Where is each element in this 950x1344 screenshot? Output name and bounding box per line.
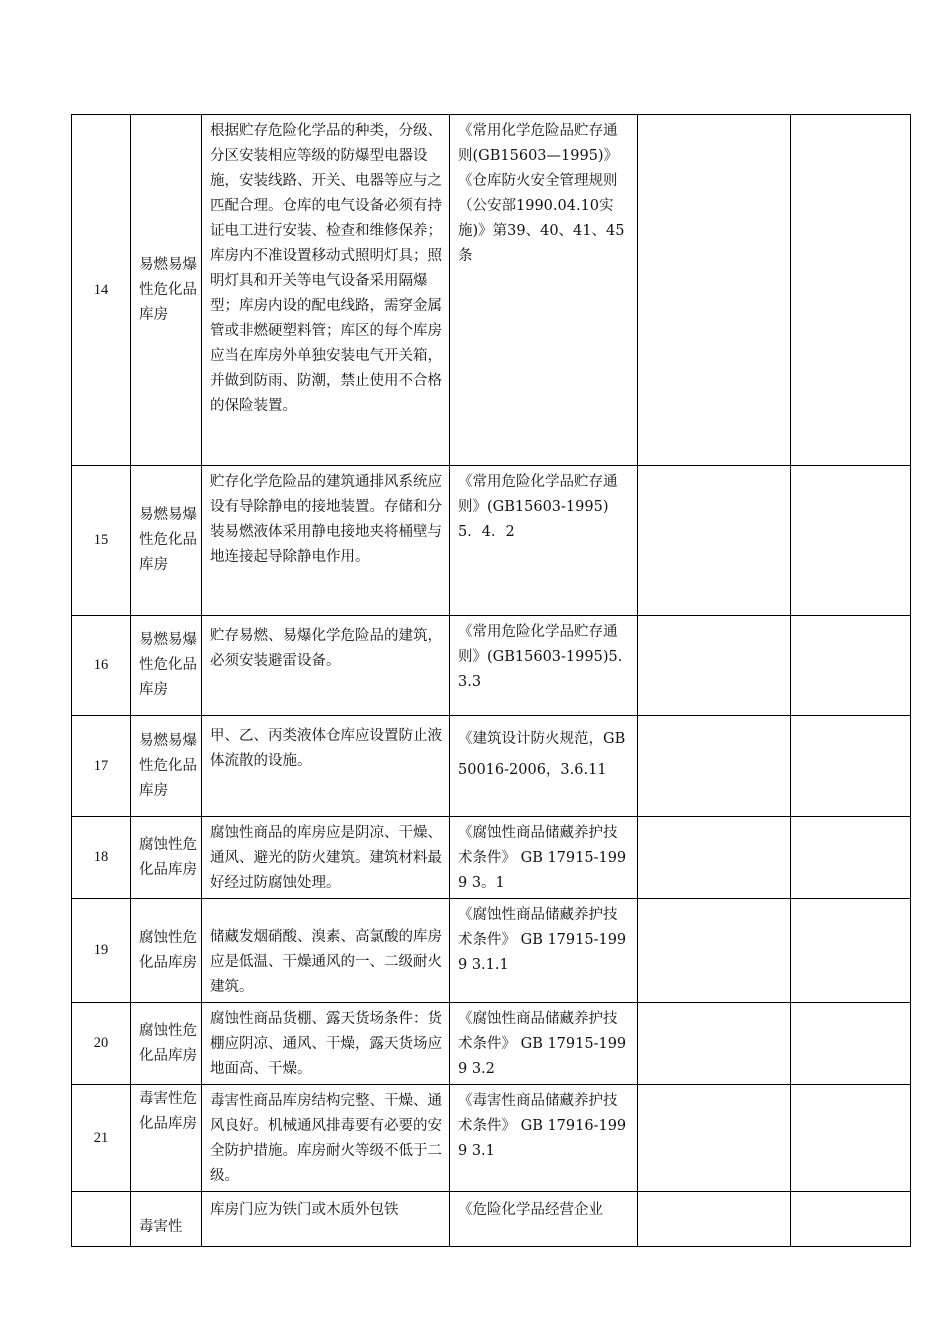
row-empty-cell bbox=[791, 716, 911, 817]
table-row bbox=[72, 716, 911, 817]
row-empty-cell bbox=[638, 716, 791, 817]
row-number: 19 bbox=[72, 899, 131, 1003]
row-category: 易燃易爆性危化品库房 bbox=[131, 466, 202, 616]
row-requirement: 毒害性商品库房结构完整、干燥、通风良好。机械通风排毒要有必要的安全防护措施。库房耐火等级不低于二级。 bbox=[202, 1085, 450, 1192]
row-category: 腐蚀性危化品库房 bbox=[131, 899, 202, 1003]
row-basis: 《建筑设计防火规范，GB50016-2006，3.6.11 bbox=[450, 716, 638, 817]
row-category: 腐蚀性危化品库房 bbox=[131, 817, 202, 899]
row-empty-cell bbox=[791, 1003, 911, 1085]
row-empty-cell bbox=[791, 1085, 911, 1192]
row-empty-cell bbox=[791, 899, 911, 1003]
row-number: 16 bbox=[72, 616, 131, 716]
table-row bbox=[72, 1085, 911, 1192]
row-requirement: 库房门应为铁门或木质外包铁 bbox=[202, 1192, 450, 1247]
row-requirement: 贮存易燃、易爆化学危险品的建筑，必须安装避雷设备。 bbox=[202, 616, 450, 716]
row-requirement: 根据贮存危险化学品的种类，分级、分区安装相应等级的防爆型电器设施，安装线路、开关、电器等应与之匹配合理。仓库的电气设备必须有持证电工进行安装、检查和维修保养；库房内不准设置移动式照明灯具；照明灯具和开关等电气设备采用隔爆型；库房内设的配电线路，需穿金属管或非燃硬塑料管；库区的每个库房应当在库房外单独安装电气开关箱，并做到防雨、防潮，禁止使用不合格的保险装置。 bbox=[202, 115, 450, 466]
table-row bbox=[72, 899, 911, 1003]
row-empty-cell bbox=[638, 466, 791, 616]
row-empty-cell bbox=[638, 899, 791, 1003]
row-number: 21 bbox=[72, 1085, 131, 1192]
row-basis: 《腐蚀性商品储藏养护技术条件》 GB 17915-1999 3。1 bbox=[450, 817, 638, 899]
row-empty-cell bbox=[638, 616, 791, 716]
row-basis: 《常用化学危险品贮存通则(GB15603—1995)》《仓库防火安全管理规则（公安部1990.04.10实施)》第39、40、41、45条 bbox=[450, 115, 638, 466]
row-category: 腐蚀性危化品库房 bbox=[131, 1003, 202, 1085]
row-number: 18 bbox=[72, 817, 131, 899]
row-empty-cell bbox=[791, 115, 911, 466]
row-number: 14 bbox=[72, 115, 131, 466]
row-category: 易燃易爆性危化品库房 bbox=[131, 616, 202, 716]
table-row bbox=[72, 115, 911, 466]
row-empty-cell bbox=[638, 115, 791, 466]
row-empty-cell bbox=[791, 616, 911, 716]
row-basis: 《腐蚀性商品储藏养护技术条件》 GB 17915-1999 3.1.1 bbox=[450, 899, 638, 1003]
row-number: 15 bbox=[72, 466, 131, 616]
table-row bbox=[72, 466, 911, 616]
row-requirement: 腐蚀性商品的库房应是阴凉、干燥、通风、避光的防火建筑。建筑材料最好经过防腐蚀处理。 bbox=[202, 817, 450, 899]
row-requirement: 储藏发烟硝酸、溴素、高氯酸的库房应是低温、干燥通风的一、二级耐火建筑。 bbox=[202, 899, 450, 1003]
row-basis: 《毒害性商品储藏养护技术条件》 GB 17916-1999 3.1 bbox=[450, 1085, 638, 1192]
row-basis: 《危险化学品经营企业 bbox=[450, 1192, 638, 1247]
row-number bbox=[72, 1192, 131, 1247]
row-empty-cell bbox=[791, 466, 911, 616]
row-requirement: 甲、乙、丙类液体仓库应设置防止液体流散的设施。 bbox=[202, 716, 450, 817]
row-category: 易燃易爆性危化品库房 bbox=[131, 115, 202, 466]
row-number: 17 bbox=[72, 716, 131, 817]
regulation-table bbox=[71, 114, 911, 1247]
row-category: 毒害性 bbox=[131, 1192, 202, 1247]
row-basis: 《常用危险化学品贮存通则》(GB15603-1995)5．4．2 bbox=[450, 466, 638, 616]
row-number: 20 bbox=[72, 1003, 131, 1085]
row-empty-cell bbox=[638, 1192, 791, 1247]
row-empty-cell bbox=[638, 1003, 791, 1085]
row-empty-cell bbox=[638, 1085, 791, 1192]
row-category: 毒害性危化品库房 bbox=[131, 1085, 202, 1192]
row-requirement: 腐蚀性商品货棚、露天货场条件：货棚应阴凉、通风、干燥，露天货场应地面高、干燥。 bbox=[202, 1003, 450, 1085]
row-empty-cell bbox=[638, 817, 791, 899]
row-empty-cell bbox=[791, 817, 911, 899]
table-row bbox=[72, 1003, 911, 1085]
table-row bbox=[72, 1192, 911, 1247]
table-row bbox=[72, 817, 911, 899]
row-requirement: 贮存化学危险品的建筑通排风系统应设有导除静电的接地装置。存储和分装易燃液体采用静电接地夹将桶壁与地连接起导除静电作用。 bbox=[202, 466, 450, 616]
row-basis: 《腐蚀性商品储藏养护技术条件》 GB 17915-1999 3.2 bbox=[450, 1003, 638, 1085]
row-basis: 《常用危险化学品贮存通则》(GB15603-1995)5.3.3 bbox=[450, 616, 638, 716]
row-empty-cell bbox=[791, 1192, 911, 1247]
table-row bbox=[72, 616, 911, 716]
row-category: 易燃易爆性危化品库房 bbox=[131, 716, 202, 817]
